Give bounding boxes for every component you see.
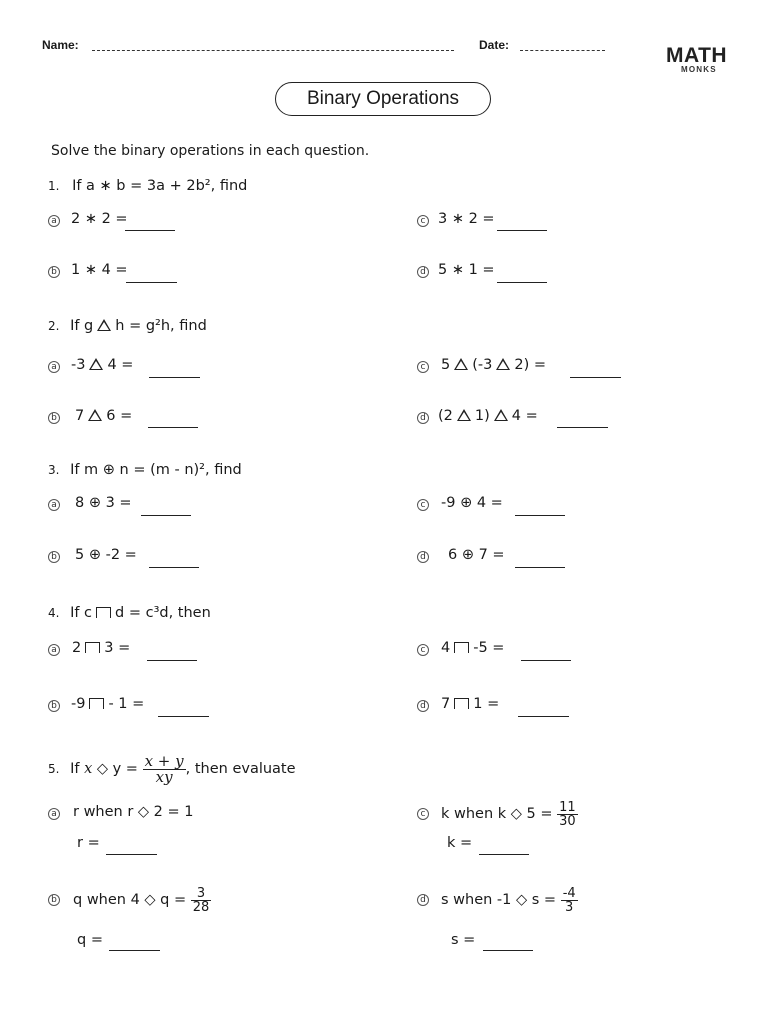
part-expression <box>71 357 133 373</box>
option-letter-d: d <box>417 412 429 424</box>
operand: 4 = <box>107 357 134 373</box>
fraction-denominator: xy <box>143 769 186 785</box>
answer-blank[interactable] <box>148 427 198 428</box>
answer-blank[interactable] <box>106 854 157 855</box>
option-letter-d: d <box>417 894 429 906</box>
option-letter-c: c <box>417 361 429 373</box>
option-letter-a: a <box>48 499 60 511</box>
answer-label: r = <box>77 835 100 851</box>
answer-blank[interactable] <box>109 950 160 951</box>
question-number: 1. <box>48 179 60 193</box>
part-expression <box>72 640 130 656</box>
part-expression: 6 ⊕ 7 = <box>448 547 505 563</box>
question-prompt-b: ◇ y = <box>96 761 138 777</box>
part-expression <box>441 796 578 832</box>
operand: (-3 <box>472 357 493 373</box>
fraction <box>191 887 212 914</box>
answer-blank[interactable] <box>557 427 608 428</box>
option-letter-b: b <box>48 266 60 278</box>
math-monks-logo <box>666 44 726 76</box>
question-prompt-a: If g <box>70 318 94 334</box>
option-letter-b: b <box>48 700 60 712</box>
fraction <box>561 887 578 914</box>
question-3 <box>48 462 242 478</box>
answer-label: k = <box>447 835 473 851</box>
question-number: 3. <box>48 463 60 477</box>
operand: 7 <box>75 408 85 424</box>
part-expression: 3 ∗ 2 = <box>438 211 495 227</box>
fraction-numerator: -4 <box>562 885 576 901</box>
option-letter-b: b <box>48 551 60 563</box>
part-expression: 5 ∗ 1 = <box>438 262 495 278</box>
part-text: s when -1 ◇ s = <box>441 892 557 908</box>
question-prompt-c: , then evaluate <box>185 761 296 777</box>
triangle-operator-icon <box>88 409 102 421</box>
operand: 4 = <box>511 408 538 424</box>
part-expression: 8 ⊕ 3 = <box>75 495 132 511</box>
operand: (2 <box>438 408 453 424</box>
answer-blank[interactable] <box>497 282 547 283</box>
answer-blank[interactable] <box>515 515 565 516</box>
option-letter-c: c <box>417 644 429 656</box>
option-letter-c: c <box>417 808 429 820</box>
answer-blank[interactable] <box>126 282 177 283</box>
answer-blank[interactable] <box>147 660 197 661</box>
answer-blank[interactable] <box>158 716 209 717</box>
option-letter-c: c <box>417 499 429 511</box>
part-text: q when 4 ◇ q = <box>73 892 187 908</box>
question-4 <box>48 605 211 621</box>
operand: -3 <box>71 357 86 373</box>
triangle-operator-icon <box>454 358 468 370</box>
triangle-operator-icon <box>89 358 103 370</box>
answer-label: q = <box>77 932 103 948</box>
answer-blank[interactable] <box>149 377 200 378</box>
part-expression: r when r ◇ 2 = 1 <box>73 804 194 820</box>
question-prompt-a: If <box>70 761 80 777</box>
answer-label: s = <box>451 932 476 948</box>
box-operator-icon <box>85 642 100 653</box>
name-label: Name: <box>42 38 79 52</box>
fraction <box>557 801 578 828</box>
answer-blank[interactable] <box>483 950 533 951</box>
question-prompt: If m ⊕ n = (m - n)², find <box>70 462 242 478</box>
box-operator-icon <box>454 642 469 653</box>
operand: 1) <box>474 408 490 424</box>
part-expression <box>71 696 144 712</box>
triangle-operator-icon <box>97 319 111 331</box>
answer-blank[interactable] <box>515 567 565 568</box>
instructions: Solve the binary operations in each question. <box>51 143 370 159</box>
option-letter-a: a <box>48 215 60 227</box>
date-label: Date: <box>479 38 510 52</box>
answer-blank[interactable] <box>479 854 529 855</box>
part-expression <box>73 882 211 918</box>
triangle-operator-icon <box>494 409 508 421</box>
operand: -9 <box>71 696 86 712</box>
option-letter-c: c <box>417 215 429 227</box>
answer-blank[interactable] <box>125 230 175 231</box>
operand: 2 <box>72 640 82 656</box>
question-2 <box>48 318 207 334</box>
box-operator-icon <box>96 607 111 618</box>
option-letter-a: a <box>48 808 60 820</box>
fraction-numerator: x + y <box>144 751 184 770</box>
option-letter-a: a <box>48 644 60 656</box>
answer-blank[interactable] <box>149 567 199 568</box>
fraction-numerator: 11 <box>559 799 576 815</box>
worksheet-title: Binary Operations <box>275 82 491 116</box>
fraction-denominator: 3 <box>561 900 578 914</box>
operand: - 1 = <box>108 696 145 712</box>
question-number: 5. <box>48 762 60 776</box>
operand: 7 <box>441 696 451 712</box>
option-letter-d: d <box>417 700 429 712</box>
answer-blank[interactable] <box>497 230 547 231</box>
triangle-operator-icon <box>496 358 510 370</box>
answer-blank[interactable] <box>518 716 569 717</box>
part-expression: -9 ⊕ 4 = <box>441 495 503 511</box>
question-prompt-a: If c <box>70 605 93 621</box>
part-expression <box>441 357 546 373</box>
box-operator-icon <box>89 698 104 709</box>
fraction <box>143 751 186 786</box>
question-1 <box>48 178 247 194</box>
variable-x: x <box>84 761 93 777</box>
option-letter-b: b <box>48 894 60 906</box>
fraction-numerator: 3 <box>196 885 206 901</box>
operand: 3 = <box>104 640 131 656</box>
answer-blank[interactable] <box>141 515 191 516</box>
operand: 5 <box>441 357 451 373</box>
part-expression: 1 ∗ 4 = <box>71 262 128 278</box>
logo-subtext: MONKS <box>681 65 717 74</box>
operand: 1 = <box>473 696 500 712</box>
fraction-denominator: 28 <box>192 899 210 915</box>
question-number: 2. <box>48 319 60 333</box>
operand: -5 = <box>473 640 505 656</box>
part-expression: 2 ∗ 2 = <box>71 211 128 227</box>
answer-blank[interactable] <box>570 377 621 378</box>
option-letter-a: a <box>48 361 60 373</box>
option-letter-d: d <box>417 551 429 563</box>
logo-text: MATH <box>666 44 728 67</box>
option-letter-d: d <box>417 266 429 278</box>
question-prompt-b: d = c³d, then <box>115 605 211 621</box>
operand: 2) = <box>514 357 547 373</box>
question-number: 4. <box>48 606 60 620</box>
part-expression <box>438 408 538 424</box>
box-operator-icon <box>454 698 469 709</box>
part-expression <box>441 696 499 712</box>
date-line[interactable] <box>520 50 605 51</box>
question-prompt: If a ∗ b = 3a + 2b², find <box>72 178 248 194</box>
operand: 6 = <box>106 408 133 424</box>
fraction-denominator: 30 <box>559 813 576 829</box>
answer-blank[interactable] <box>521 660 571 661</box>
part-text: k when k ◇ 5 = <box>441 806 553 822</box>
part-expression: 5 ⊕ -2 = <box>75 547 137 563</box>
triangle-operator-icon <box>457 409 471 421</box>
part-expression <box>441 640 504 656</box>
part-expression <box>441 882 578 918</box>
name-line[interactable] <box>92 50 454 51</box>
part-expression <box>75 408 132 424</box>
question-5 <box>48 748 296 790</box>
question-prompt-b: h = g²h, find <box>115 318 207 334</box>
option-letter-b: b <box>48 412 60 424</box>
operand: 4 <box>441 640 451 656</box>
